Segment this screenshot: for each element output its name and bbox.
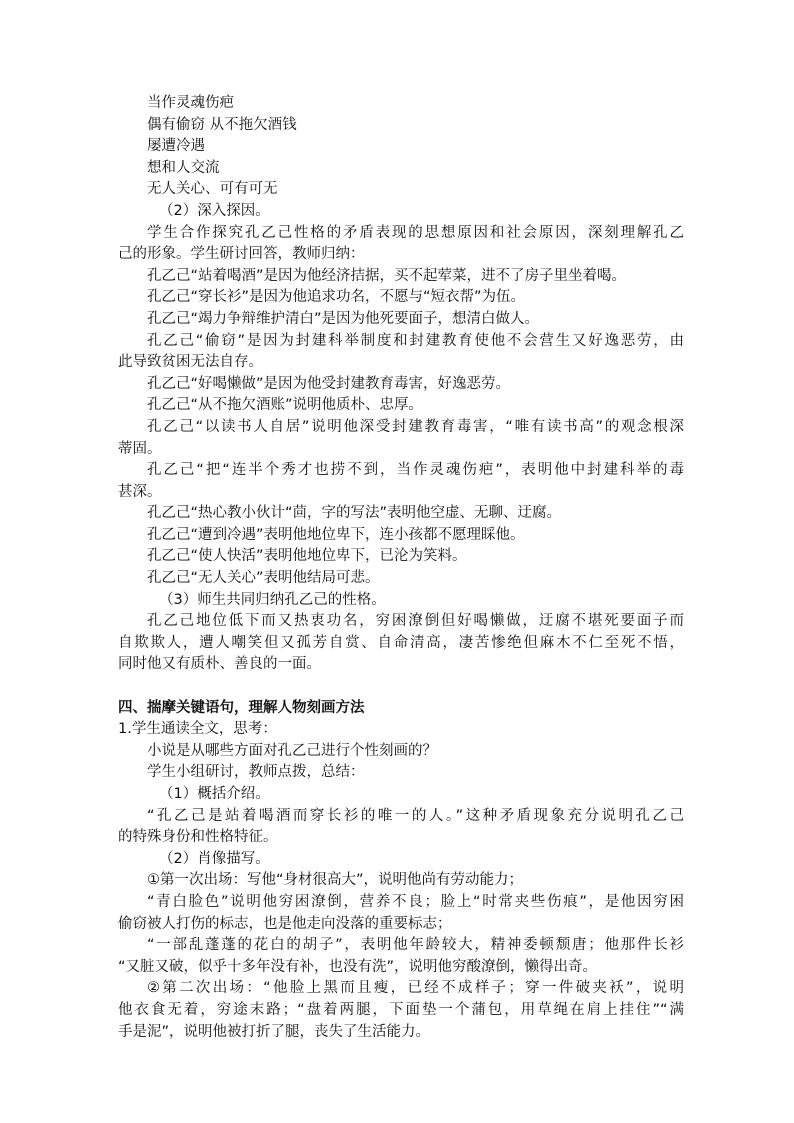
paragraph-line: 孔乙己“站着喝酒”是因为他经济拮据，买不起荤菜，进不了房子里坐着喝。 xyxy=(147,267,627,284)
paragraph-line: 他衣食无着，穷途末路；“盘着两腿，下面垫一个蒲包，用草绳在肩上挂住”“满 xyxy=(118,1001,684,1018)
paragraph-line: 孔乙己“竭力争辩维护清白”是因为他死要面子，想清白做人。 xyxy=(147,310,540,327)
paragraph-line: 学生小组研讨，教师点拨，总结： xyxy=(147,764,365,781)
text-line: 偶有偷窃 从不拖欠酒钱 xyxy=(147,116,297,133)
paragraph-line: 孔乙己“好喝懒做”是因为他受封建教育毒害，好逸恶劳。 xyxy=(147,375,511,392)
paragraph-line: 学生合作探究孔乙己性格的矛盾表现的思想原因和社会原因，深刻理解孔乙 xyxy=(147,224,684,241)
paragraph-line: 孔乙己“使人快活”表明他地位卑下，已沦为笑料。 xyxy=(147,548,467,565)
text-line: 当作灵魂伤疤 xyxy=(147,95,234,111)
paragraph-line: “一部乱蓬蓬的花白的胡子”，表明他年龄较大，精神委顿颓唐；他那件长衫 xyxy=(147,937,684,954)
paragraph-line: 孔乙己“以读书人自居”说明他深受封建教育毒害，“唯有读书高”的观念根深 xyxy=(147,418,684,435)
blank-line xyxy=(118,676,684,698)
paragraph-line: 孔乙己“从不拖欠酒账”说明他质朴、忠厚。 xyxy=(147,397,424,414)
text-line: 屡遭冷遇 xyxy=(147,138,205,155)
section-subheading: （2）深入探因。 xyxy=(159,202,270,219)
paragraph-line: “又脏又破，似乎十多年没有补，也没有洗”，说明他穷酸潦倒，懒得出奇。 xyxy=(118,958,598,975)
text-line: 想和人交流 xyxy=(147,159,220,176)
paragraph-line: ②第二次出场：“他脸上黑而且瘦，已经不成样子；穿一件破夹袄”，说明 xyxy=(147,980,684,997)
paragraph-line: 己的形象。学生研讨回答，教师归纳： xyxy=(118,246,365,263)
section-subheading: （1）概括介绍。 xyxy=(159,786,270,802)
paragraph-line: 小说是从哪些方面对孔乙己进行个性刻画的？ xyxy=(147,742,437,759)
paragraph-line: 的特殊身份和性格特征。 xyxy=(118,829,278,846)
paragraph-line: 孔乙己“穿长衫”是因为他追求功名，不愿与“短衣帮”为伍。 xyxy=(147,289,526,306)
paragraph-line: “青白脸色”说明他穷困潦倒，营养不良；脸上“时常夹些伤痕”，是他因穷困 xyxy=(147,893,684,910)
paragraph-line: 自欺欺人，遭人嘲笑但又孤芳自赏、自命清高，凄苦惨绝但麻木不仁至死不悟， xyxy=(118,634,684,651)
paragraph-line: 孔乙己“遭到冷遇”表明他地位卑下，连小孩都不愿理睬他。 xyxy=(147,526,525,543)
paragraph-line: ①第一次出场：写他“身材很高大”，说明他尚有劳动能力； xyxy=(147,872,524,889)
paragraph-line: 1.学生通读全文，思考： xyxy=(118,721,277,738)
paragraph-line: 偷窃被人打伤的标志，也是他走向没落的重要标志； xyxy=(118,915,452,932)
text-line: 无人关心、可有可无 xyxy=(147,181,278,198)
paragraph-line: 孔乙己“无人关心”表明他结局可悲。 xyxy=(147,570,380,587)
paragraph-line: 手是泥”，说明他被打折了腿，丧失了生活能力。 xyxy=(118,1023,431,1040)
section-subheading: （3）师生共同归纳孔乙己的性格。 xyxy=(159,591,386,608)
section-subheading: （2）肖像描写。 xyxy=(159,850,270,867)
section-heading: 四、揣摩关键语句，理解人物刻画方法 xyxy=(118,699,365,716)
paragraph-line: 甚深。 xyxy=(118,483,162,500)
paragraph-line: 此导致贫困无法自存。 xyxy=(118,354,263,371)
paragraph-line: 蒂固。 xyxy=(118,440,162,457)
paragraph-line: 孔乙己“把“连半个秀才也捞不到，当作灵魂伤疤”，表明他中封建科举的毒 xyxy=(147,462,684,479)
paragraph-line: 孔乙己“热心教小伙计“茴，字的写法”表明他空虚、无聊、迂腐。 xyxy=(147,505,562,522)
paragraph-line: 孔乙己地位低下而又热衷功名，穷困潦倒但好喝懒做，迂腐不堪死要面子而 xyxy=(147,613,684,630)
paragraph-line: 孔乙己“偷窃”是因为封建科举制度和封建教育使他不会营生又好逸恶劳，由 xyxy=(147,332,684,349)
paragraph-line: “孔乙己是站着喝酒而穿长衫的唯一的人。”这种矛盾现象充分说明孔乙己 xyxy=(147,807,684,824)
paragraph-line: 同时他又有质朴、善良的一面。 xyxy=(118,656,321,673)
document-body xyxy=(118,93,684,1043)
